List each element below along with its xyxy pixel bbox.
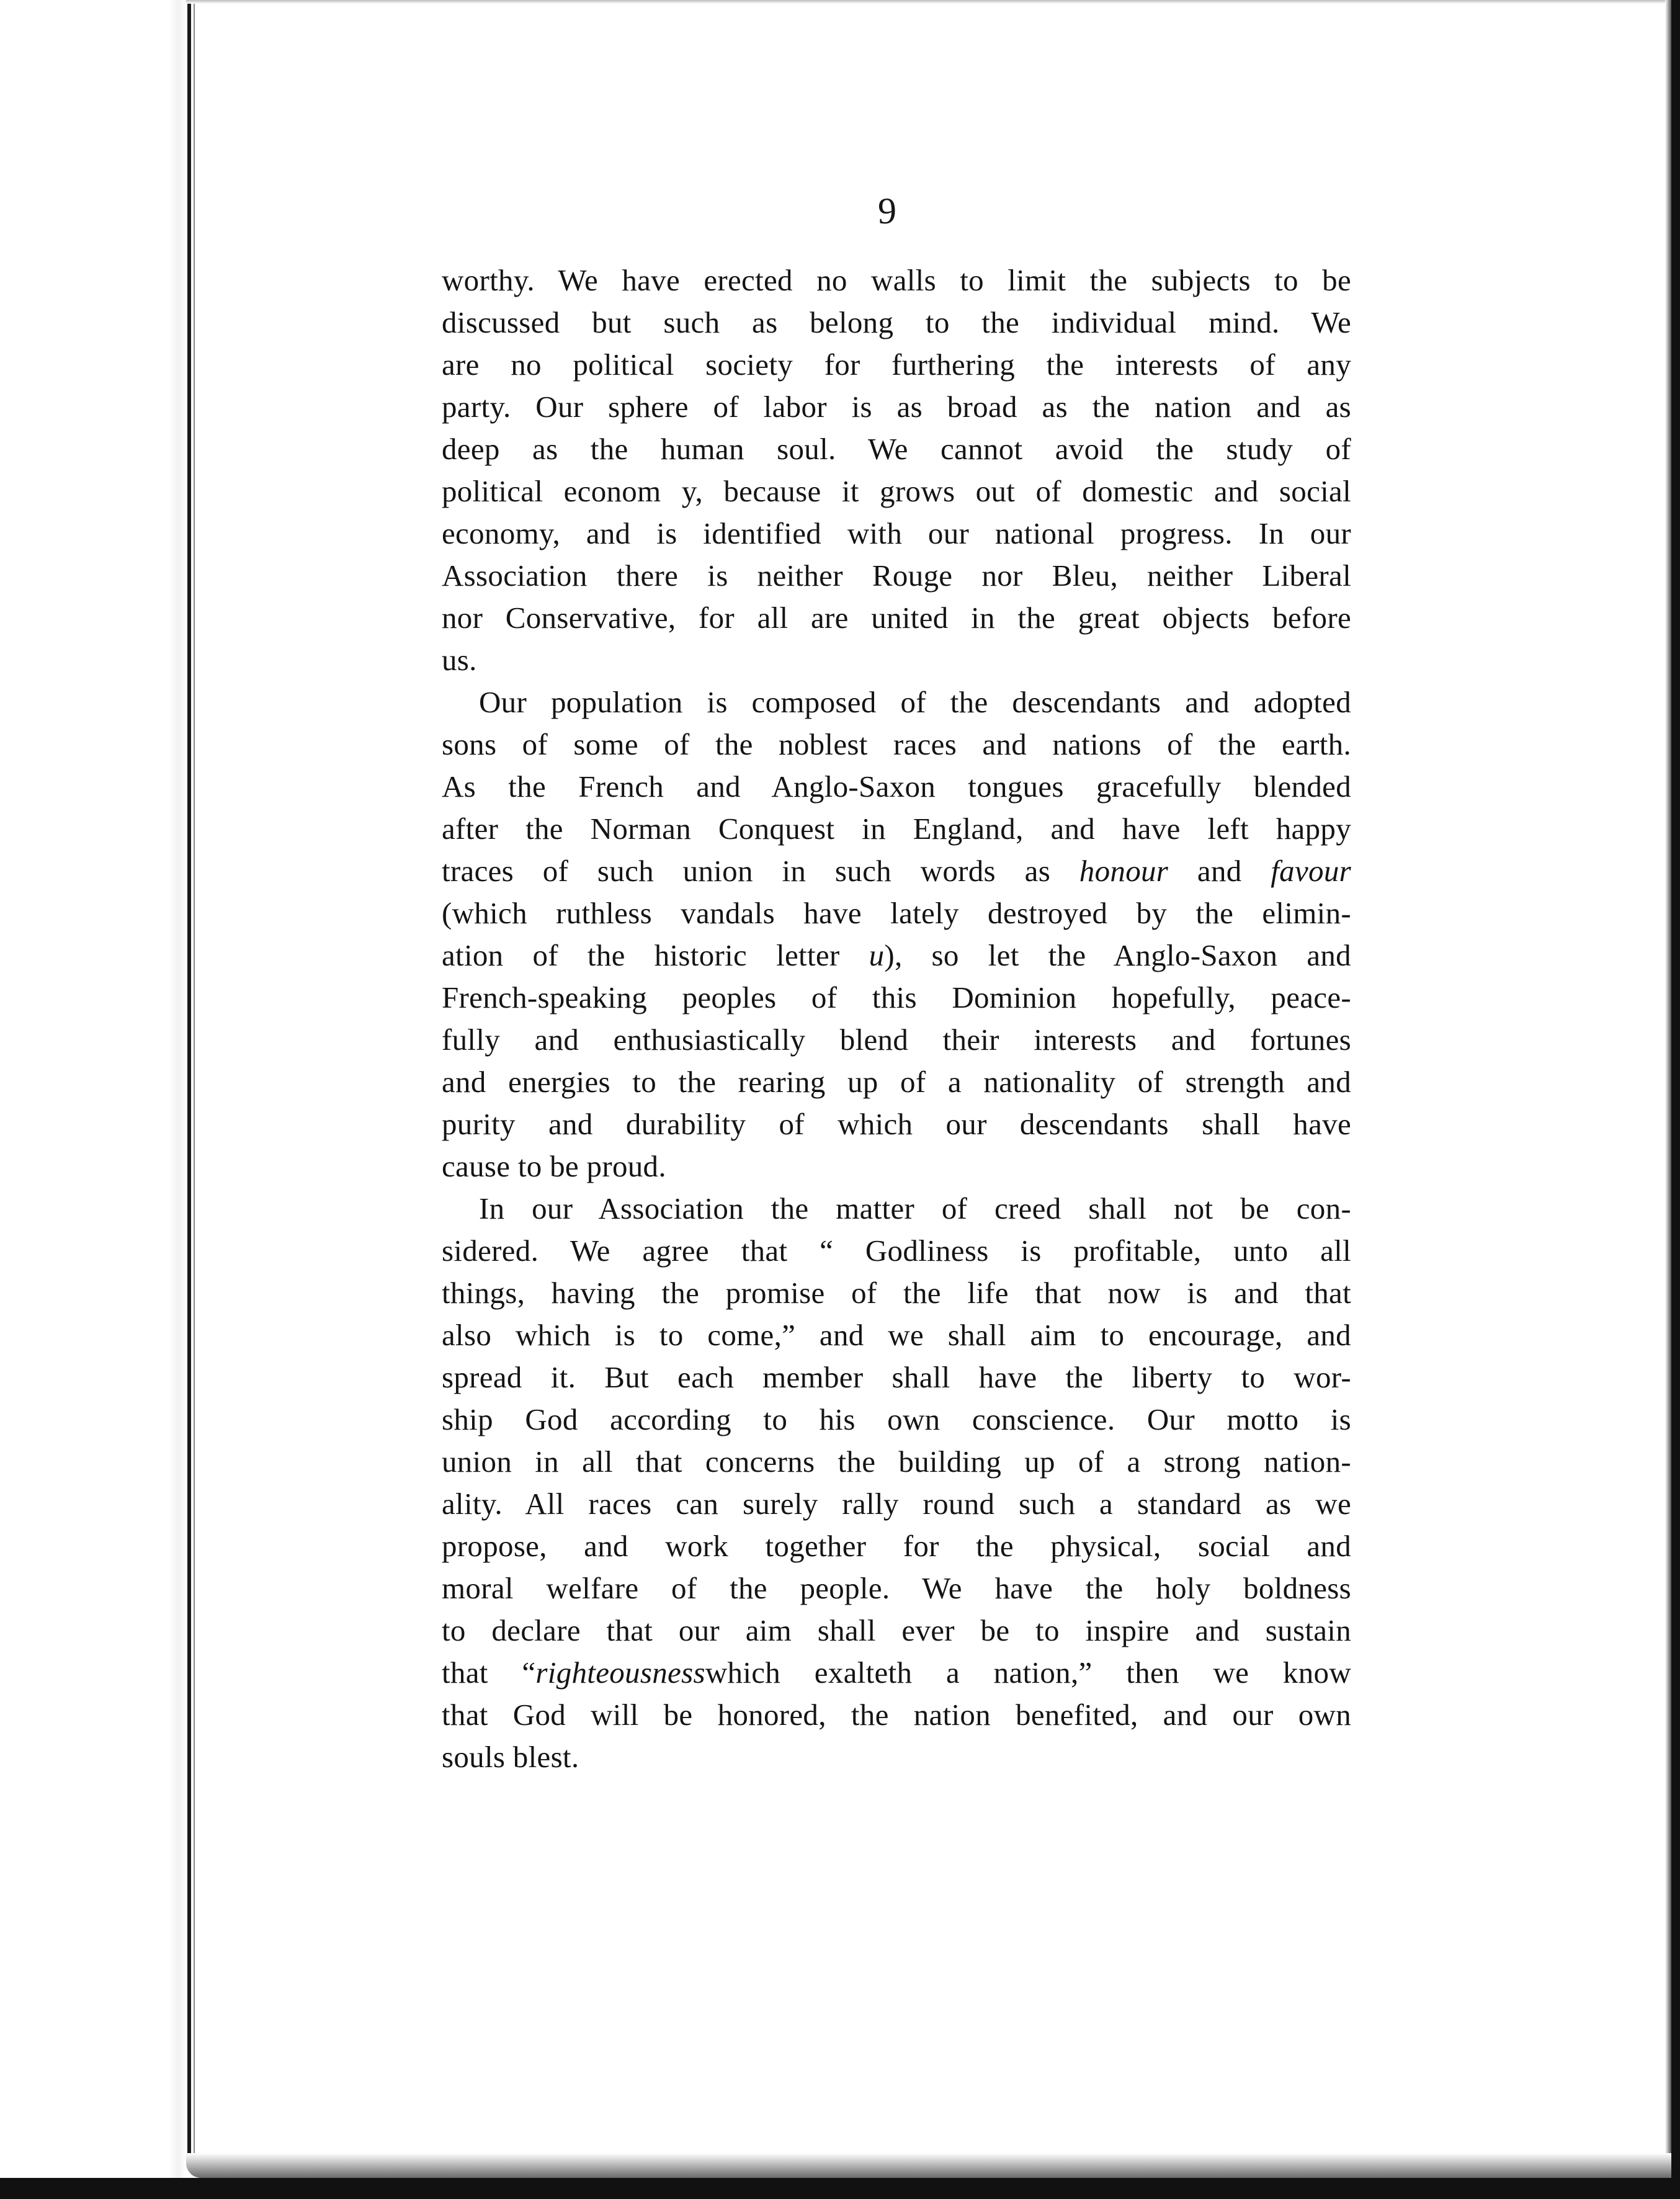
text-line: that God will be honored, the nation benefited, and our own — [442, 1698, 1351, 1732]
text-line: ality. All races can surely rally round such a standard as we — [442, 1487, 1351, 1521]
text-line: traces of such union in such words as honour and favour — [442, 854, 1351, 888]
paragraph — [442, 681, 1351, 1188]
left-binding-line — [187, 0, 191, 2153]
right-scan-border — [1671, 0, 1680, 2199]
text-line: sons of some of the noblest races and nations of the earth. — [442, 727, 1351, 761]
paragraph — [442, 1188, 1351, 1778]
left-binding-line-secondary — [194, 0, 195, 2153]
text-line: things, having the promise of the life that now is and that — [442, 1276, 1351, 1310]
text-line: after the Norman Conquest in England, and have left happy — [442, 812, 1351, 846]
italic-word: favour — [1271, 854, 1351, 888]
paragraph — [442, 259, 1351, 681]
left-page-edge — [0, 0, 186, 2199]
text-line: and energies to the rearing up of a nationality of strength and — [442, 1065, 1351, 1099]
text-line: moral welfare of the people. We have the holy boldness — [442, 1571, 1351, 1605]
text-line: cause to be proud. — [442, 1149, 666, 1183]
text-line: In our Association the matter of creed shall not be con- — [479, 1191, 1351, 1225]
italic-word: u — [869, 938, 885, 972]
bottom-page-shadow — [186, 2153, 1671, 2178]
text-line: ship God according to his own conscience. Our motto is — [442, 1402, 1351, 1436]
text-line: worthy. We have erected no walls to limit the subjects to be — [442, 263, 1351, 297]
text-line: to declare that our aim shall ever be to inspire and sustain — [442, 1613, 1351, 1647]
italic-word: righteousness — [535, 1655, 705, 1690]
text-line: Our population is composed of the descendants and adopted — [479, 685, 1351, 719]
right-page-shadow — [1665, 0, 1671, 2199]
text-line: party. Our sphere of labor is as broad as the nation and as — [442, 390, 1351, 424]
text-line: souls blest. — [442, 1740, 579, 1774]
text-line: that “righteousnesswhich exalteth a nation,” then we know — [442, 1655, 1351, 1690]
text-line: economy, and is identified with our national progress. In our — [442, 516, 1351, 550]
text-line: political econom y, because it grows out of domestic and social — [442, 474, 1351, 508]
text-line: spread it. But each member shall have the liberty to wor- — [442, 1360, 1351, 1394]
text-line: (which ruthless vandals have lately destroyed by the elimin- — [442, 896, 1351, 930]
text-line: deep as the human soul. We cannot avoid the study of — [442, 432, 1351, 466]
text-line: also which is to come,” and we shall aim to encourage, and — [442, 1318, 1351, 1352]
text-line: ation of the historic letter u), so let the Anglo-Saxon and — [442, 938, 1351, 972]
text-line: us. — [442, 643, 477, 677]
page-number: 9 — [878, 190, 896, 231]
text-line: fully and enthusiastically blend their interests and fortunes — [442, 1023, 1351, 1057]
text-line: nor Conservative, for all are united in the great objects before — [442, 601, 1351, 635]
top-page-edge — [186, 0, 1680, 4]
text-line: As the French and Anglo-Saxon tongues gracefully blended — [442, 769, 1351, 804]
text-line: propose, and work together for the physical, social and — [442, 1529, 1351, 1563]
text-line: discussed but such as belong to the individual mind. We — [442, 305, 1351, 339]
bottom-scan-border — [0, 2178, 1680, 2199]
text-line: union in all that concerns the building up of a strong nation- — [442, 1444, 1351, 1479]
text-line: Association there is neither Rouge nor Bleu, neither Liberal — [442, 558, 1351, 593]
text-line: purity and durability of which our descendants shall have — [442, 1107, 1351, 1141]
body-text — [442, 259, 1351, 1778]
italic-word: honour — [1079, 854, 1169, 888]
text-line: French-speaking peoples of this Dominion hopefully, peace- — [442, 980, 1351, 1014]
text-line: sidered. We agree that “ Godliness is profitable, unto all — [442, 1234, 1351, 1268]
text-line: are no political society for furthering the interests of any — [442, 347, 1351, 382]
